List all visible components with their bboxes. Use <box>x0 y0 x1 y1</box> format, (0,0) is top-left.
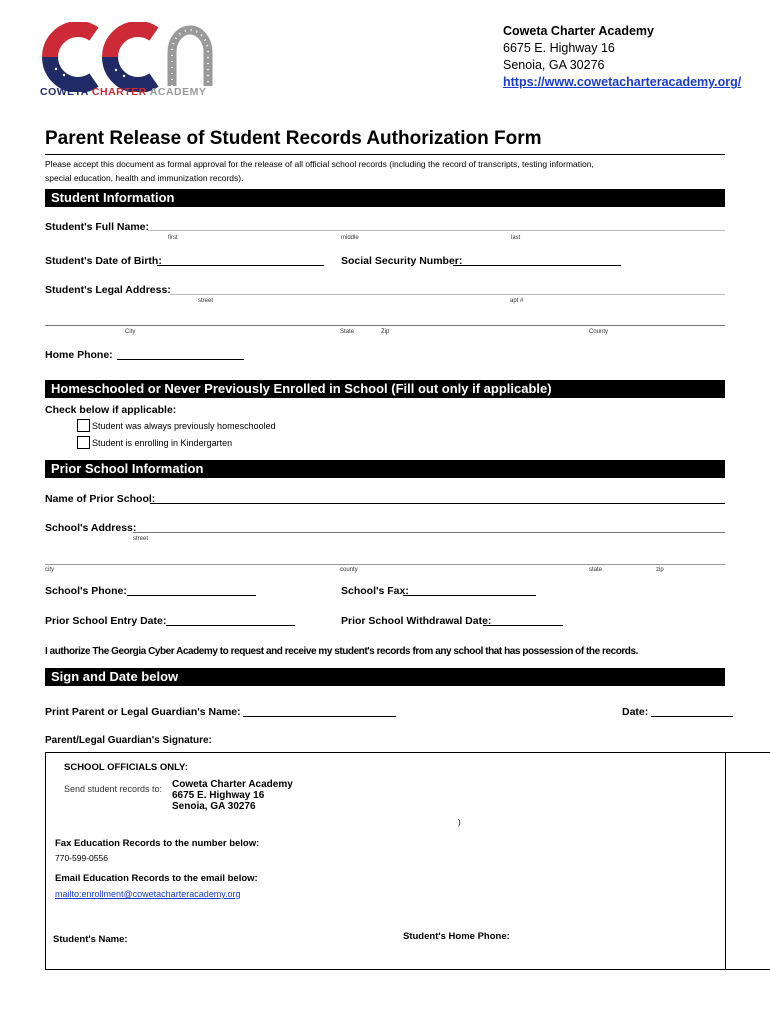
sign-date-header: Sign and Date below <box>45 668 725 686</box>
street-hint: street <box>198 298 214 304</box>
state-hint: State <box>340 329 355 335</box>
school-street-hint: street <box>133 536 149 542</box>
withdrawal-date-label: Prior School Withdrawal Date: <box>341 615 492 627</box>
officials-school-name: Coweta Charter Academy <box>172 779 293 790</box>
homeschooled-checkbox[interactable] <box>77 419 90 432</box>
stray-mark: ) <box>458 818 461 827</box>
school-state-hint: state <box>589 567 603 573</box>
student-address-label: Student's Legal Address: <box>45 284 171 296</box>
prior-school-name-label: Name of Prior School: <box>45 493 156 505</box>
student-name-label: Student's Name: <box>53 934 128 945</box>
ssn-label: Social Security Number: <box>341 255 463 267</box>
form-intro-line2: special education, health and immunization records). <box>45 173 244 183</box>
logo-word-charter: CHARTER <box>91 86 147 98</box>
student-street-field[interactable] <box>170 294 725 295</box>
city-hint: City <box>125 329 136 335</box>
school-zip-hint: zip <box>656 567 664 573</box>
student-full-name-field[interactable] <box>148 230 725 231</box>
fax-number: 770-599-0556 <box>55 853 108 863</box>
email-records-label: Email Education Records to the email below: <box>55 873 258 884</box>
first-name-hint: first <box>168 235 178 241</box>
last-name-hint: last <box>511 235 521 241</box>
homeschool-header: Homeschooled or Never Previously Enrolled in School (Fill out only if applicable) <box>45 380 725 398</box>
date-field[interactable] <box>651 716 733 717</box>
school-address-label: School's Address: <box>45 522 137 534</box>
prior-school-header: Prior School Information <box>45 460 725 478</box>
check-applicable-label: Check below if applicable: <box>45 404 177 416</box>
school-name: Coweta Charter Academy <box>503 24 654 38</box>
school-phone-label: School's Phone: <box>45 585 127 597</box>
authorization-statement: I authorize The Georgia Cyber Academy to request and receive my student's records from any school that has possession of the records. <box>45 646 638 657</box>
school-city-field[interactable] <box>45 564 725 565</box>
logo-ccc-icon <box>36 22 216 92</box>
entry-date-field[interactable] <box>166 625 295 626</box>
county-hint: County <box>589 329 609 335</box>
homeschooled-option-label: Student was always previously homeschooled <box>92 421 276 431</box>
school-street: 6675 E. Highway 16 <box>503 41 615 55</box>
school-phone-field[interactable] <box>127 595 256 596</box>
entry-date-label: Prior School Entry Date: <box>45 615 167 627</box>
home-phone-field[interactable] <box>117 359 244 360</box>
date-label: Date: <box>622 706 649 718</box>
officials-city: Senoia, GA 30276 <box>172 801 256 812</box>
dob-label: Student's Date of Birth: <box>45 255 162 267</box>
school-website-link[interactable]: https://www.cowetacharteracademy.org/ <box>503 75 742 89</box>
print-name-label: Print Parent or Legal Guardian's Name: <box>45 706 241 718</box>
email-link[interactable]: mailto:enrollment@cowetacharteracademy.org <box>55 889 241 899</box>
officials-address <box>172 779 293 812</box>
dob-field[interactable] <box>157 265 324 266</box>
student-full-name-label: Student's Full Name: <box>45 221 150 233</box>
student-city-field[interactable] <box>45 325 725 326</box>
fax-records-label: Fax Education Records to the number below: <box>55 838 260 849</box>
school-fax-label: School's Fax: <box>341 585 409 597</box>
school-city: Senoia, GA 30276 <box>503 58 605 72</box>
middle-name-hint: middle <box>341 235 359 241</box>
officials-street: 6675 E. Highway 16 <box>172 790 265 801</box>
school-officials-box-right-edge <box>725 752 726 970</box>
print-name-field[interactable] <box>243 716 396 717</box>
prior-school-name-field[interactable] <box>150 503 725 504</box>
school-logo <box>36 22 216 102</box>
ssn-field[interactable] <box>453 265 621 266</box>
school-fax-field[interactable] <box>403 595 536 596</box>
withdrawal-date-field[interactable] <box>483 625 563 626</box>
logo-word-coweta: COWETA <box>40 86 89 98</box>
school-address-block <box>503 23 741 91</box>
officials-title: SCHOOL OFFICIALS ONLY: <box>64 762 188 773</box>
school-street-field[interactable] <box>133 532 725 533</box>
apt-hint: apt # <box>510 298 524 304</box>
home-phone-label: Home Phone: <box>45 349 113 361</box>
form-title: Parent Release of Student Records Authorization Form <box>45 128 542 149</box>
school-city-hint: city <box>45 567 54 573</box>
school-county-hint: county <box>340 567 358 573</box>
form-intro-line1: Please accept this document as formal approval for the release of all official school records (including the record of transcripts, testing information, <box>45 159 594 169</box>
student-info-header: Student Information <box>45 189 725 207</box>
zip-hint: Zip <box>381 329 390 335</box>
student-home-phone-label: Student's Home Phone: <box>403 931 510 942</box>
signature-label: Parent/Legal Guardian's Signature: <box>45 735 212 746</box>
title-underline <box>45 154 725 155</box>
logo-word-academy: ACADEMY <box>149 86 207 98</box>
kindergarten-checkbox[interactable] <box>77 436 90 449</box>
send-records-label: Send student records to: <box>64 784 163 794</box>
kindergarten-option-label: Student is enrolling in Kindergarten <box>92 438 233 448</box>
